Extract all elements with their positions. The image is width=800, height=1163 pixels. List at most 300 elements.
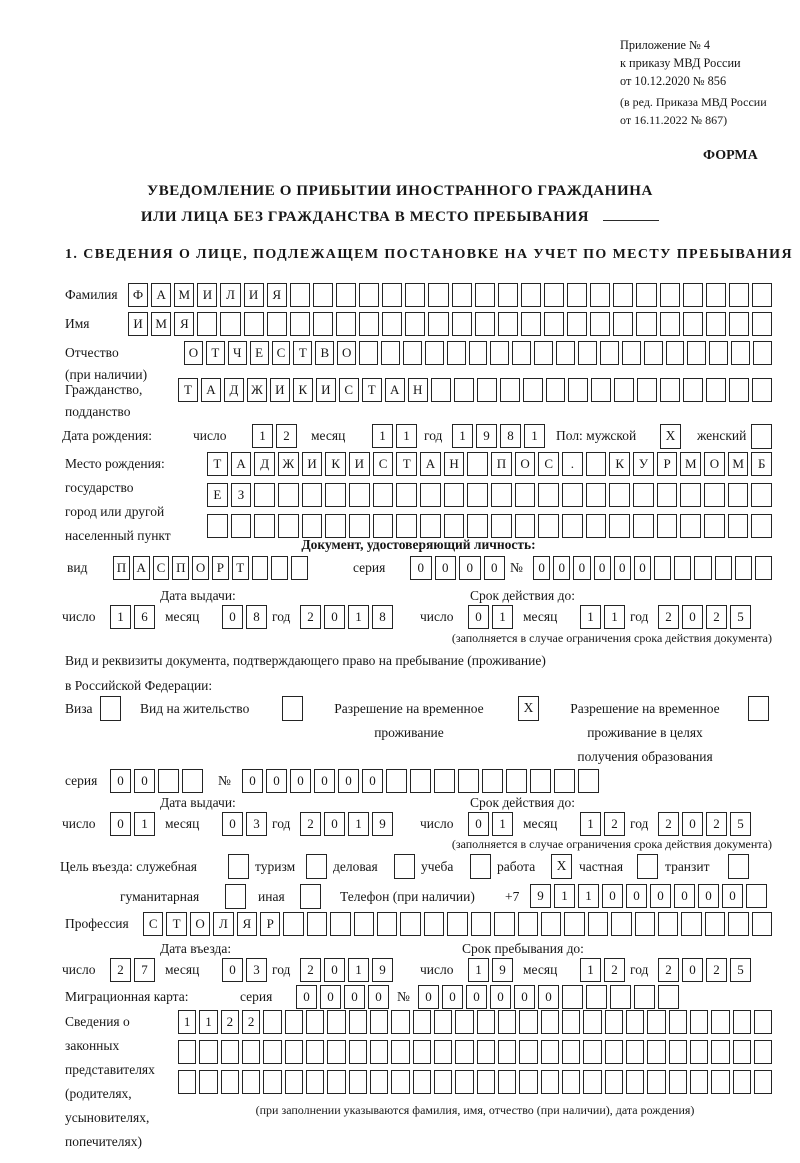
char-box[interactable]: 2	[706, 812, 727, 836]
char-box[interactable]	[373, 483, 394, 507]
char-box[interactable]	[498, 1040, 516, 1064]
char-box[interactable]	[562, 1010, 580, 1034]
char-box[interactable]	[490, 341, 509, 365]
char-box[interactable]	[325, 514, 346, 538]
char-box[interactable]	[158, 769, 179, 793]
char-box[interactable]: 0	[296, 985, 317, 1009]
char-box[interactable]	[290, 283, 310, 307]
char-box[interactable]: 1	[604, 605, 625, 629]
char-box[interactable]: Р	[212, 556, 229, 580]
char-box[interactable]: Л	[213, 912, 233, 936]
char-box[interactable]: Т	[207, 452, 228, 476]
char-box[interactable]	[370, 1040, 388, 1064]
char-box[interactable]: А	[133, 556, 150, 580]
char-box[interactable]	[541, 912, 561, 936]
char-box[interactable]	[669, 1010, 687, 1034]
char-box[interactable]	[359, 283, 379, 307]
char-box[interactable]	[285, 1010, 303, 1034]
char-box[interactable]	[562, 1040, 580, 1064]
char-box[interactable]: О	[515, 452, 536, 476]
char-box[interactable]: О	[184, 341, 203, 365]
char-box[interactable]	[704, 483, 725, 507]
char-box[interactable]	[660, 312, 680, 336]
char-box[interactable]	[494, 912, 514, 936]
char-box[interactable]	[199, 1070, 217, 1094]
char-box[interactable]	[562, 1070, 580, 1094]
purpose-transit-checkbox[interactable]	[728, 854, 749, 879]
char-box[interactable]	[405, 312, 425, 336]
char-box[interactable]	[755, 556, 772, 580]
char-box[interactable]: 3	[246, 812, 267, 836]
char-box[interactable]	[562, 985, 583, 1009]
char-box[interactable]: А	[201, 378, 221, 402]
char-box[interactable]	[728, 912, 748, 936]
char-box[interactable]: Е	[207, 483, 228, 507]
char-box[interactable]: 1	[396, 424, 417, 448]
char-box[interactable]	[752, 912, 772, 936]
char-box[interactable]: 1	[492, 605, 513, 629]
char-box[interactable]	[182, 769, 203, 793]
char-box[interactable]: 2	[110, 958, 131, 982]
char-box[interactable]	[611, 912, 631, 936]
char-box[interactable]	[447, 341, 466, 365]
char-box[interactable]: О	[704, 452, 725, 476]
char-box[interactable]: 0	[290, 769, 311, 793]
char-box[interactable]	[431, 378, 451, 402]
char-box[interactable]	[498, 1070, 516, 1094]
char-box[interactable]	[729, 312, 749, 336]
char-box[interactable]	[413, 1070, 431, 1094]
char-box[interactable]	[370, 1010, 388, 1034]
char-box[interactable]: 1	[348, 958, 369, 982]
char-box[interactable]	[564, 912, 584, 936]
char-box[interactable]	[242, 1070, 260, 1094]
char-box[interactable]: 8	[500, 424, 521, 448]
char-box[interactable]	[583, 1010, 601, 1034]
char-box[interactable]	[425, 341, 444, 365]
char-box[interactable]	[278, 514, 299, 538]
char-box[interactable]: Р	[657, 452, 678, 476]
char-box[interactable]: М	[728, 452, 749, 476]
char-box[interactable]: П	[113, 556, 130, 580]
char-box[interactable]: 3	[246, 958, 267, 982]
char-box[interactable]	[434, 769, 455, 793]
char-box[interactable]: К	[609, 452, 630, 476]
char-box[interactable]	[444, 483, 465, 507]
char-box[interactable]	[498, 1010, 516, 1034]
char-box[interactable]: 1	[178, 1010, 196, 1034]
char-box[interactable]	[680, 483, 701, 507]
char-box[interactable]	[666, 341, 685, 365]
temp-residence-checkbox[interactable]: X	[518, 696, 539, 721]
char-box[interactable]	[544, 312, 564, 336]
char-box[interactable]	[420, 483, 441, 507]
char-box[interactable]: Т	[293, 341, 312, 365]
char-box[interactable]: Н	[408, 378, 428, 402]
char-box[interactable]: П	[172, 556, 189, 580]
char-box[interactable]: 0	[222, 812, 243, 836]
purpose-work-checkbox[interactable]: X	[551, 854, 572, 879]
char-box[interactable]	[396, 514, 417, 538]
char-box[interactable]	[694, 556, 711, 580]
char-box[interactable]	[728, 514, 749, 538]
char-box[interactable]: 2	[221, 1010, 239, 1034]
char-box[interactable]	[751, 483, 772, 507]
purpose-humanitarian-checkbox[interactable]	[225, 884, 246, 909]
sex-male-checkbox[interactable]: X	[660, 424, 681, 449]
char-box[interactable]	[546, 378, 566, 402]
char-box[interactable]: 0	[338, 769, 359, 793]
char-box[interactable]	[336, 283, 356, 307]
char-box[interactable]	[538, 514, 559, 538]
char-box[interactable]: 2	[604, 958, 625, 982]
char-box[interactable]: 2	[242, 1010, 260, 1034]
char-box[interactable]: 9	[372, 958, 393, 982]
char-box[interactable]	[541, 1040, 559, 1064]
char-box[interactable]	[221, 1040, 239, 1064]
char-box[interactable]: Р	[260, 912, 280, 936]
char-box[interactable]: 0	[344, 985, 365, 1009]
char-box[interactable]: 1	[372, 424, 393, 448]
char-box[interactable]: 0	[459, 556, 481, 580]
char-box[interactable]: 0	[368, 985, 389, 1009]
char-box[interactable]: Ф	[128, 283, 148, 307]
char-box[interactable]: 2	[300, 812, 321, 836]
char-box[interactable]	[635, 912, 655, 936]
char-box[interactable]: 2	[658, 958, 679, 982]
char-box[interactable]	[197, 312, 217, 336]
char-box[interactable]	[403, 341, 422, 365]
char-box[interactable]: 7	[134, 958, 155, 982]
char-box[interactable]: И	[270, 378, 290, 402]
char-box[interactable]	[657, 514, 678, 538]
char-box[interactable]: Т	[166, 912, 186, 936]
char-box[interactable]	[386, 769, 407, 793]
char-box[interactable]: М	[151, 312, 171, 336]
char-box[interactable]	[709, 341, 728, 365]
char-box[interactable]	[349, 1070, 367, 1094]
char-box[interactable]	[452, 283, 472, 307]
char-box[interactable]	[683, 283, 703, 307]
char-box[interactable]	[382, 283, 402, 307]
char-box[interactable]	[306, 1010, 324, 1034]
char-box[interactable]	[690, 1070, 708, 1094]
char-box[interactable]	[605, 1070, 623, 1094]
char-box[interactable]: 0	[722, 884, 743, 908]
char-box[interactable]	[420, 514, 441, 538]
char-box[interactable]	[267, 312, 287, 336]
char-box[interactable]	[690, 1010, 708, 1034]
char-box[interactable]: Т	[396, 452, 417, 476]
char-box[interactable]: Т	[206, 341, 225, 365]
char-box[interactable]	[534, 341, 553, 365]
char-box[interactable]	[467, 514, 488, 538]
char-box[interactable]	[586, 985, 607, 1009]
char-box[interactable]: 0	[242, 769, 263, 793]
char-box[interactable]	[586, 452, 607, 476]
char-box[interactable]: 0	[418, 985, 439, 1009]
char-box[interactable]	[306, 1040, 324, 1064]
char-box[interactable]: У	[633, 452, 654, 476]
char-box[interactable]: 0	[468, 812, 489, 836]
char-box[interactable]	[731, 341, 750, 365]
char-box[interactable]	[458, 769, 479, 793]
char-box[interactable]	[614, 378, 634, 402]
char-box[interactable]	[633, 514, 654, 538]
char-box[interactable]	[405, 283, 425, 307]
char-box[interactable]	[591, 378, 611, 402]
char-box[interactable]	[556, 341, 575, 365]
char-box[interactable]	[633, 483, 654, 507]
char-box[interactable]	[541, 1070, 559, 1094]
char-box[interactable]: 1	[468, 958, 489, 982]
char-box[interactable]	[600, 341, 619, 365]
char-box[interactable]: 0	[594, 556, 611, 580]
char-box[interactable]: 1	[348, 605, 369, 629]
char-box[interactable]	[538, 483, 559, 507]
char-box[interactable]	[444, 514, 465, 538]
char-box[interactable]	[477, 1040, 495, 1064]
char-box[interactable]: С	[153, 556, 170, 580]
char-box[interactable]: 1	[452, 424, 473, 448]
char-box[interactable]: В	[315, 341, 334, 365]
char-box[interactable]: 0	[222, 958, 243, 982]
char-box[interactable]: 0	[553, 556, 570, 580]
char-box[interactable]	[482, 769, 503, 793]
char-box[interactable]	[706, 283, 726, 307]
char-box[interactable]: 1	[252, 424, 273, 448]
char-box[interactable]	[521, 283, 541, 307]
char-box[interactable]: Е	[250, 341, 269, 365]
char-box[interactable]: 0	[573, 556, 590, 580]
purpose-study-checkbox[interactable]	[470, 854, 491, 879]
char-box[interactable]: 2	[658, 605, 679, 629]
char-box[interactable]: 1	[580, 958, 601, 982]
char-box[interactable]: 2	[604, 812, 625, 836]
char-box[interactable]: Д	[254, 452, 275, 476]
char-box[interactable]	[519, 1070, 537, 1094]
char-box[interactable]	[705, 912, 725, 936]
char-box[interactable]	[413, 1040, 431, 1064]
char-box[interactable]	[674, 556, 691, 580]
char-box[interactable]: 1	[580, 812, 601, 836]
char-box[interactable]	[396, 483, 417, 507]
char-box[interactable]	[428, 283, 448, 307]
char-box[interactable]	[231, 514, 252, 538]
char-box[interactable]	[690, 1040, 708, 1064]
char-box[interactable]	[428, 312, 448, 336]
char-box[interactable]	[554, 769, 575, 793]
char-box[interactable]: М	[680, 452, 701, 476]
char-box[interactable]: .	[562, 452, 583, 476]
char-box[interactable]: 8	[246, 605, 267, 629]
char-box[interactable]	[285, 1040, 303, 1064]
char-box[interactable]: 5	[730, 605, 751, 629]
char-box[interactable]: 0	[314, 769, 335, 793]
char-box[interactable]	[704, 514, 725, 538]
char-box[interactable]	[613, 312, 633, 336]
char-box[interactable]: А	[420, 452, 441, 476]
char-box[interactable]	[400, 912, 420, 936]
char-box[interactable]	[586, 483, 607, 507]
char-box[interactable]: 0	[266, 769, 287, 793]
char-box[interactable]: 0	[538, 985, 559, 1009]
char-box[interactable]	[609, 483, 630, 507]
char-box[interactable]	[220, 312, 240, 336]
char-box[interactable]	[467, 452, 488, 476]
char-box[interactable]	[729, 378, 749, 402]
char-box[interactable]	[567, 312, 587, 336]
char-box[interactable]	[530, 769, 551, 793]
char-box[interactable]: 0	[614, 556, 631, 580]
char-box[interactable]: А	[385, 378, 405, 402]
char-box[interactable]: Ж	[247, 378, 267, 402]
char-box[interactable]	[515, 483, 536, 507]
char-box[interactable]	[221, 1070, 239, 1094]
char-box[interactable]: А	[231, 452, 252, 476]
char-box[interactable]	[359, 341, 378, 365]
char-box[interactable]	[588, 912, 608, 936]
char-box[interactable]: И	[244, 283, 264, 307]
char-box[interactable]	[711, 1070, 729, 1094]
char-box[interactable]: 0	[682, 812, 703, 836]
char-box[interactable]: А	[151, 283, 171, 307]
char-box[interactable]: Я	[174, 312, 194, 336]
char-box[interactable]	[207, 514, 228, 538]
char-box[interactable]: 1	[578, 884, 599, 908]
purpose-business-checkbox[interactable]	[394, 854, 415, 879]
char-box[interactable]	[754, 1040, 772, 1064]
char-box[interactable]: И	[197, 283, 217, 307]
char-box[interactable]	[578, 769, 599, 793]
char-box[interactable]: 0	[698, 884, 719, 908]
char-box[interactable]: 9	[530, 884, 551, 908]
char-box[interactable]: 0	[682, 605, 703, 629]
char-box[interactable]	[447, 912, 467, 936]
char-box[interactable]	[583, 1040, 601, 1064]
char-box[interactable]	[475, 283, 495, 307]
char-box[interactable]: Ж	[278, 452, 299, 476]
char-box[interactable]	[491, 483, 512, 507]
char-box[interactable]: 0	[410, 556, 432, 580]
char-box[interactable]	[327, 1010, 345, 1034]
char-box[interactable]: 0	[320, 985, 341, 1009]
char-box[interactable]	[687, 341, 706, 365]
char-box[interactable]	[647, 1070, 665, 1094]
char-box[interactable]: 0	[435, 556, 457, 580]
char-box[interactable]: Т	[362, 378, 382, 402]
char-box[interactable]: 0	[674, 884, 695, 908]
char-box[interactable]	[562, 483, 583, 507]
char-box[interactable]	[568, 378, 588, 402]
char-box[interactable]	[610, 985, 631, 1009]
char-box[interactable]	[544, 283, 564, 307]
char-box[interactable]	[751, 514, 772, 538]
char-box[interactable]	[636, 312, 656, 336]
char-box[interactable]	[349, 1010, 367, 1034]
char-box[interactable]: С	[272, 341, 291, 365]
char-box[interactable]: 9	[372, 812, 393, 836]
purpose-private-checkbox[interactable]	[637, 854, 658, 879]
sex-female-checkbox[interactable]	[751, 424, 772, 449]
char-box[interactable]: 0	[514, 985, 535, 1009]
char-box[interactable]: 2	[706, 958, 727, 982]
char-box[interactable]: 0	[634, 556, 651, 580]
char-box[interactable]: 0	[324, 958, 345, 982]
char-box[interactable]: 9	[492, 958, 513, 982]
char-box[interactable]	[644, 341, 663, 365]
char-box[interactable]	[728, 483, 749, 507]
char-box[interactable]	[349, 483, 370, 507]
char-box[interactable]: И	[316, 378, 336, 402]
char-box[interactable]	[359, 312, 379, 336]
char-box[interactable]	[199, 1040, 217, 1064]
char-box[interactable]	[313, 283, 333, 307]
purpose-other-checkbox[interactable]	[300, 884, 321, 909]
char-box[interactable]	[391, 1070, 409, 1094]
char-box[interactable]	[271, 556, 288, 580]
char-box[interactable]: О	[337, 341, 356, 365]
char-box[interactable]	[467, 483, 488, 507]
char-box[interactable]	[500, 378, 520, 402]
char-box[interactable]	[605, 1040, 623, 1064]
char-box[interactable]: С	[538, 452, 559, 476]
char-box[interactable]	[752, 378, 772, 402]
char-box[interactable]: Н	[444, 452, 465, 476]
char-box[interactable]	[302, 483, 323, 507]
char-box[interactable]: 1	[199, 1010, 217, 1034]
char-box[interactable]	[370, 1070, 388, 1094]
char-box[interactable]: 2	[300, 605, 321, 629]
char-box[interactable]: С	[339, 378, 359, 402]
char-box[interactable]	[434, 1010, 452, 1034]
char-box[interactable]	[469, 341, 488, 365]
char-box[interactable]	[752, 283, 772, 307]
char-box[interactable]	[605, 1010, 623, 1034]
char-box[interactable]	[477, 1010, 495, 1034]
char-box[interactable]	[354, 912, 374, 936]
char-box[interactable]: 6	[134, 605, 155, 629]
char-box[interactable]	[307, 912, 327, 936]
char-box[interactable]: З	[231, 483, 252, 507]
char-box[interactable]	[636, 283, 656, 307]
char-box[interactable]	[683, 378, 703, 402]
temp-edu-checkbox[interactable]	[748, 696, 769, 721]
char-box[interactable]	[434, 1040, 452, 1064]
char-box[interactable]: 0	[490, 985, 511, 1009]
char-box[interactable]	[753, 341, 772, 365]
char-box[interactable]	[455, 1010, 473, 1034]
char-box[interactable]	[254, 483, 275, 507]
char-box[interactable]	[583, 1070, 601, 1094]
char-box[interactable]	[733, 1070, 751, 1094]
char-box[interactable]	[626, 1010, 644, 1034]
char-box[interactable]: 1	[492, 812, 513, 836]
char-box[interactable]	[454, 378, 474, 402]
char-box[interactable]	[455, 1070, 473, 1094]
char-box[interactable]: 2	[300, 958, 321, 982]
char-box[interactable]: Ч	[228, 341, 247, 365]
char-box[interactable]: 1	[348, 812, 369, 836]
char-box[interactable]	[660, 378, 680, 402]
char-box[interactable]	[455, 1040, 473, 1064]
char-box[interactable]	[683, 312, 703, 336]
char-box[interactable]: С	[373, 452, 394, 476]
char-box[interactable]	[477, 378, 497, 402]
char-box[interactable]	[521, 312, 541, 336]
char-box[interactable]: 0	[682, 958, 703, 982]
char-box[interactable]: 1	[134, 812, 155, 836]
